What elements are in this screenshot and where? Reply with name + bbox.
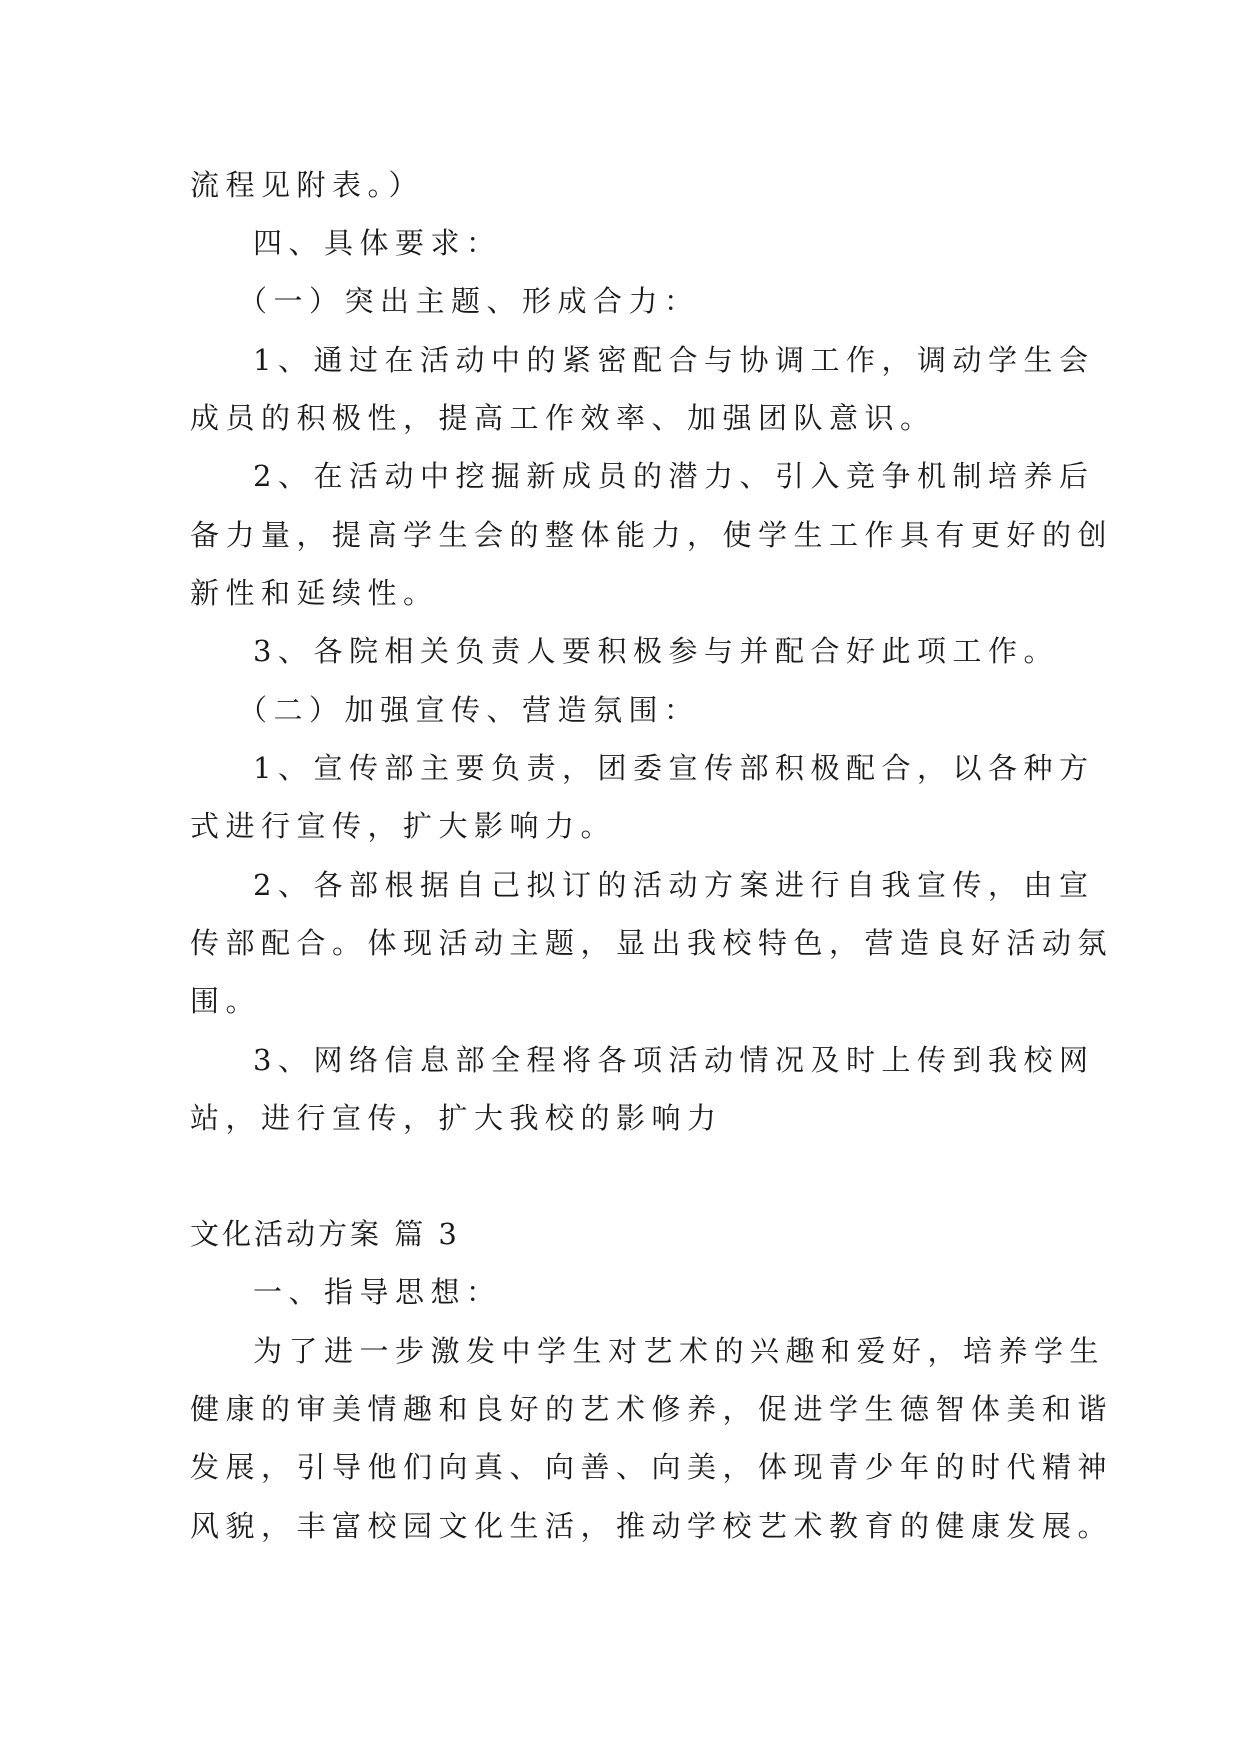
article-title: 文化活动方案 篇 3 xyxy=(190,1217,460,1251)
text-line: 发展，引导他们向真、向善、向美，体现青少年的时代精神 xyxy=(190,1450,1114,1484)
section-heading: 四、具体要求： xyxy=(253,226,502,260)
text-line: 为了进一步激发中学生对艺术的兴趣和爱好，培养学生 xyxy=(253,1334,1106,1368)
subsection-heading: （二）加强宣传、营造氛围： xyxy=(238,693,700,727)
text-line: 传部配合。体现活动主题，显出我校特色，营造良好活动氛 xyxy=(190,926,1114,960)
text-line: 2、各部根据自己拟订的活动方案进行自我宣传，由宣 xyxy=(253,868,1095,902)
text-line: 备力量，提高学生会的整体能力，使学生工作具有更好的创 xyxy=(190,518,1114,552)
text-line: 3、网络信息部全程将各项活动情况及时上传到我校网 xyxy=(253,1043,1095,1077)
text-line: 健康的审美情趣和良好的艺术修养，促进学生德智体美和谐 xyxy=(190,1392,1114,1426)
text-line: 围。 xyxy=(190,984,262,1018)
text-line: 1、通过在活动中的紧密配合与协调工作，调动学生会 xyxy=(253,343,1095,377)
section-heading: 一、指导思想： xyxy=(253,1275,502,1309)
text-line: 式进行宣传，扩大影响力。 xyxy=(190,809,617,843)
text-line: 流程见附表。） xyxy=(190,168,425,202)
text-line: 2、在活动中挖掘新成员的潜力、引入竞争机制培养后 xyxy=(253,459,1095,493)
text-line: 1、宣传部主要负责，团委宣传部积极配合，以各种方 xyxy=(253,751,1095,785)
text-line: 风貌，丰富校园文化生活，推动学校艺术教育的健康发展。 xyxy=(190,1509,1114,1543)
text-line: 新性和延续性。 xyxy=(190,576,439,610)
text-line: 成员的积极性，提高工作效率、加强团队意识。 xyxy=(190,401,936,435)
text-line: 站，进行宣传，扩大我校的影响力 xyxy=(190,1101,723,1135)
subsection-heading: （一）突出主题、形成合力： xyxy=(238,284,700,318)
text-line: 3、各院相关负责人要积极参与并配合好此项工作。 xyxy=(253,634,1059,668)
